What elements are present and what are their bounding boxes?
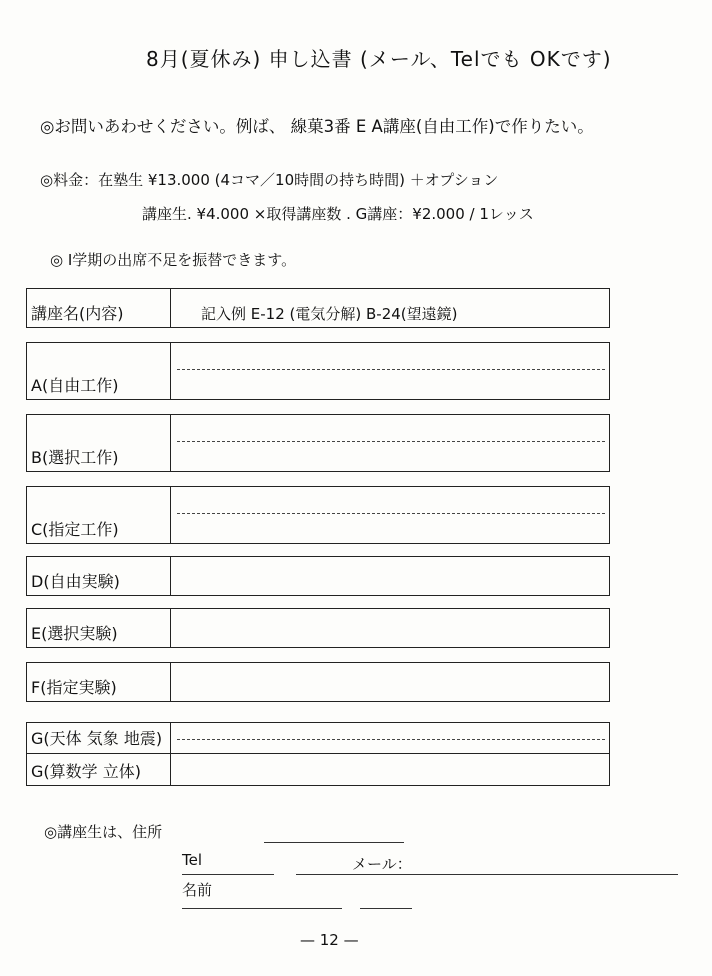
form-title: 8月(夏休み) 申し込書 (メール、Telでも OKです)	[146, 47, 612, 71]
row-label: G(算数学 立体)	[31, 762, 141, 781]
name-line[interactable]	[182, 908, 342, 909]
page-number: — 12 —	[300, 931, 359, 949]
table-row[interactable]	[26, 342, 610, 400]
row-label: A(自由工作)	[31, 376, 119, 395]
dashed-guide	[177, 739, 605, 740]
name-label: 名前	[182, 881, 213, 899]
dashed-guide	[177, 441, 605, 442]
tel-label: Tel	[182, 851, 203, 869]
mail-line[interactable]	[296, 874, 678, 875]
row-divider	[27, 753, 609, 754]
row-label: D(自由実験)	[31, 572, 120, 591]
intro-line-3: 講座生. ¥4.000 ×取得講座数 . G講座：¥2.000 / 1レッス	[142, 205, 534, 223]
row-label: E(選択実験)	[31, 624, 118, 643]
row-label: B(選択工作)	[31, 448, 119, 467]
table-header-row	[26, 288, 610, 328]
row-label: G(天体 気象 地震)	[31, 729, 163, 748]
table-row[interactable]	[26, 722, 610, 786]
table-row[interactable]	[26, 662, 610, 702]
tel-line[interactable]	[182, 874, 274, 875]
row-label: F(指定実験)	[31, 678, 117, 697]
intro-line-1: ◎お問いあわせください。例ば、 線菓3番 E A講座(自由工作)で作りたい。	[40, 117, 594, 136]
table-row[interactable]	[26, 608, 610, 648]
header-example: 記入例 E-12 (電気分解) B-24(望遠鏡)	[201, 305, 458, 323]
dashed-guide	[177, 513, 605, 514]
table-row[interactable]	[26, 556, 610, 596]
address-line[interactable]	[264, 842, 404, 843]
intro-line-2: ◎料金：在塾生 ¥13.000 (4コマ／10時間の持ち時間) ＋オプション	[40, 171, 499, 189]
header-label: 講座名(内容)	[31, 304, 124, 323]
table-row[interactable]	[26, 486, 610, 544]
intro-line-4: ◎ I学期の出席不足を振替できます。	[50, 251, 297, 269]
row-label: C(指定工作)	[31, 520, 119, 539]
dashed-guide	[177, 369, 605, 370]
mail-label: メール：	[352, 855, 412, 873]
footer-lead: ◎講座生は、住所	[44, 823, 163, 841]
table-row[interactable]	[26, 414, 610, 472]
name-line-extra[interactable]	[360, 908, 412, 909]
course-table	[26, 288, 612, 788]
